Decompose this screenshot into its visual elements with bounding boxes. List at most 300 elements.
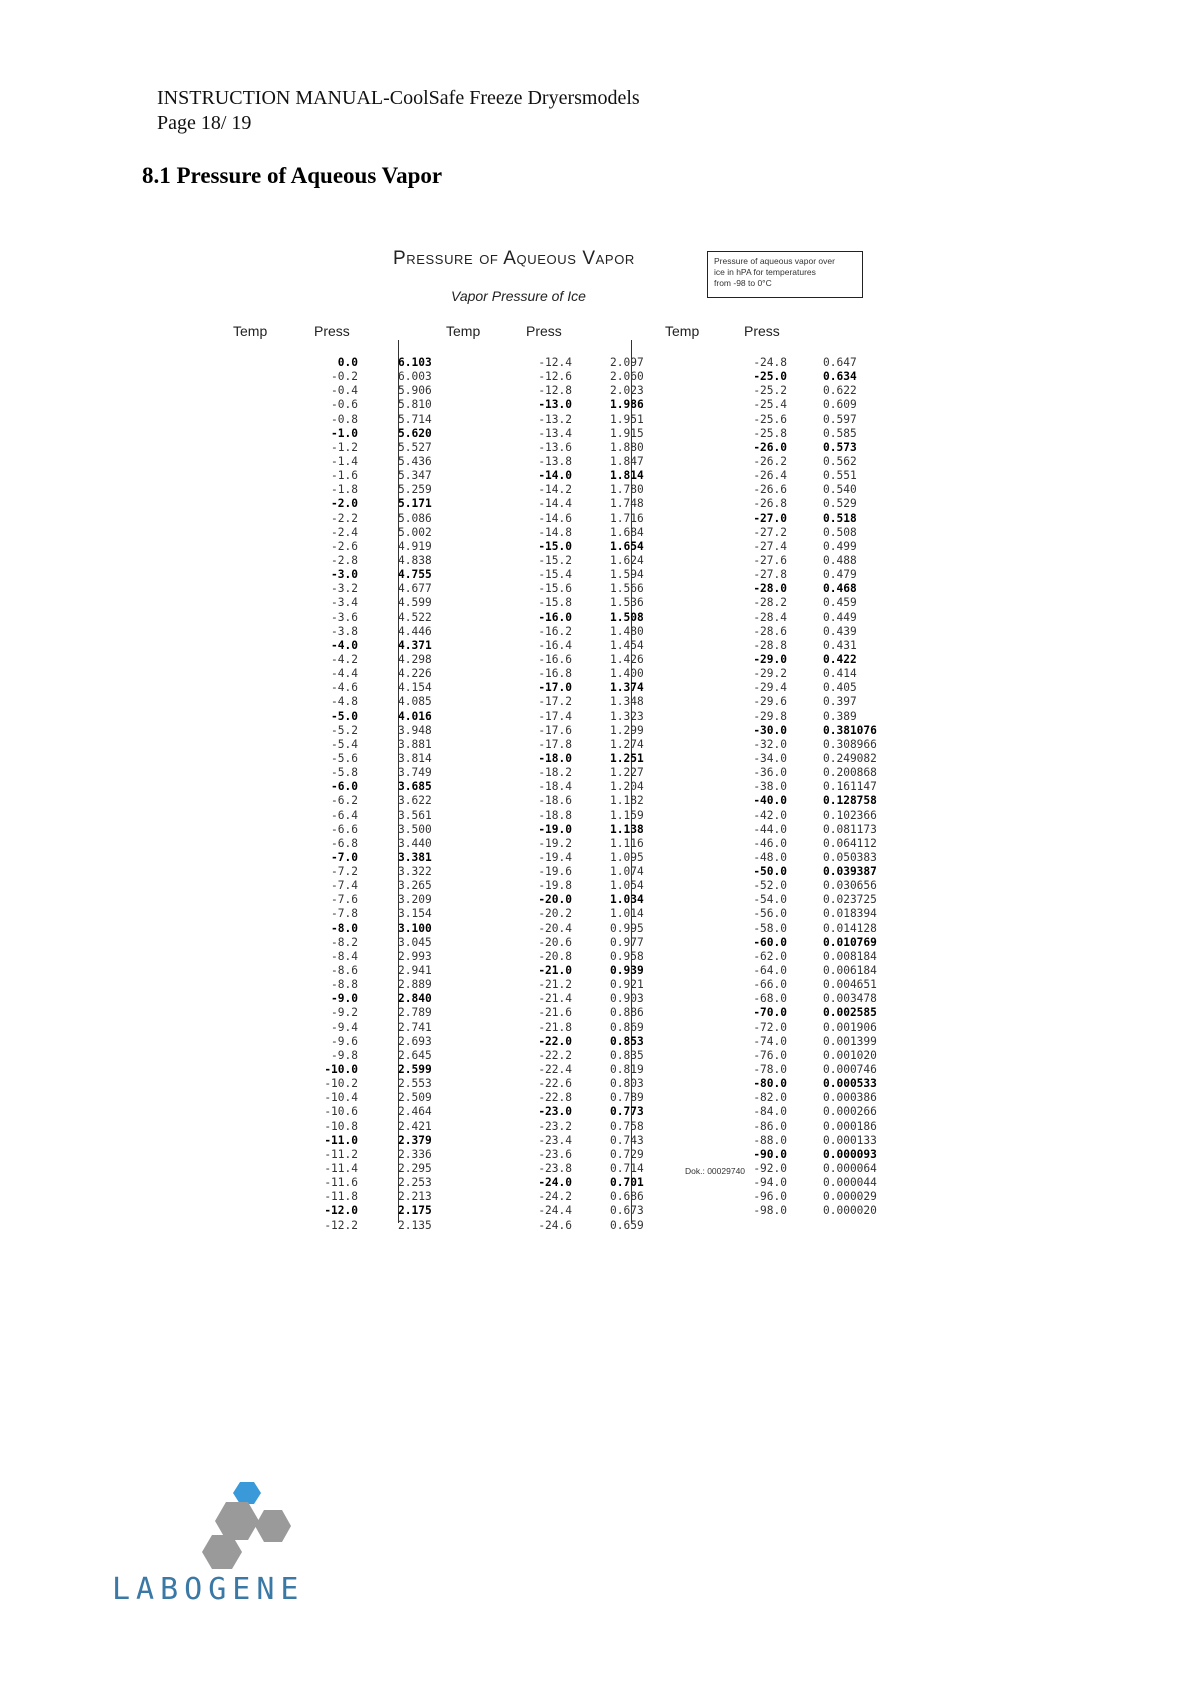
logo-wordmark: LABOGENE [112,1572,305,1607]
temperature-cell: -42.0 [753,808,787,822]
pressure-cell: 4.838 [398,553,432,567]
temperature-cell: -20.8 [538,949,572,963]
temperature-cell: -8.0 [331,921,358,935]
temperature-cell: -28.8 [753,638,787,652]
pressure-cell: 0.014128 [823,921,877,935]
temperature-cell: -25.8 [753,426,787,440]
pressure-cell: 1.594 [610,568,644,582]
temperature-cell: -20.4 [538,921,572,935]
temperature-cell: -1.8 [331,483,358,497]
pressure-cell: 5.620 [398,426,432,440]
temperature-cell: -12.0 [324,1204,358,1218]
logo-hexagon [255,1510,291,1542]
logo-hexagon [202,1535,242,1569]
temperature-cell: -13.4 [538,426,572,440]
table-note-box [707,251,863,298]
pressure-cell: 0.743 [610,1133,644,1147]
pressure-cell: 2.295 [398,1162,432,1176]
temperature-cell: -16.4 [538,638,572,652]
temperature-cell: -34.0 [753,751,787,765]
temperature-cell: -54.0 [753,893,787,907]
temperature-cell: -23.4 [538,1133,572,1147]
temperature-cell: -18.8 [538,808,572,822]
pressure-cell: 0.562 [823,454,857,468]
temperature-cell: -18.4 [538,780,572,794]
temperature-cell: -0.4 [331,384,358,398]
temperature-cell: -24.8 [753,356,787,369]
temperature-cell: -21.4 [538,992,572,1006]
temperature-cell: -1.6 [331,469,358,483]
pressure-cell: 0.000044 [823,1176,877,1190]
pressure-cell: 4.226 [398,667,432,681]
temperature-cell: -10.4 [324,1091,358,1105]
pressure-cell: 2.741 [398,1020,432,1034]
pressure-cell: 0.000020 [823,1204,877,1218]
temperature-cell: -4.2 [331,652,358,666]
temperature-cell: -14.6 [538,511,572,525]
pressure-cell: 3.209 [398,893,432,907]
pressure-cell: 0.773 [610,1105,644,1119]
pressure-cell: 3.881 [398,737,432,751]
temperature-cell: -6.6 [331,822,358,836]
temperature-cell: -74.0 [753,1034,787,1048]
pressure-cell: 5.714 [398,412,432,426]
column-header-temp: Temp [665,323,700,339]
pressure-cell: 4.446 [398,624,432,638]
table-subtitle: Vapor Pressure of Ice [451,288,586,304]
pressure-cell: 1.374 [610,681,644,695]
temperature-cell: -30.0 [753,723,787,737]
temperature-cell: -11.8 [324,1190,358,1204]
pressure-cell: 4.755 [398,568,432,582]
temperature-cell: -13.0 [538,398,572,412]
pressure-cell: 0.622 [823,384,857,398]
pressure-cell: 1.454 [610,638,644,652]
temperature-cell: -32.0 [753,737,787,751]
pressure-cell: 3.381 [398,850,432,864]
pressure-cell: 2.253 [398,1176,432,1190]
temperature-cell: -2.4 [331,525,358,539]
temperature-cell: -10.2 [324,1077,358,1091]
pressure-cell: 0.853 [610,1034,644,1048]
pressure-cell: 0.000133 [823,1133,877,1147]
pressure-cell: 0.004651 [823,978,877,992]
pressure-cell: 1.951 [610,412,644,426]
pressure-cell: 0.081173 [823,822,877,836]
temperature-cell: -26.4 [753,469,787,483]
temperature-cell: -17.8 [538,737,572,751]
temperature-cell: -40.0 [753,794,787,808]
pressure-cell: 2.421 [398,1119,432,1133]
pressure-cell: 0.729 [610,1147,644,1161]
pressure-cell: 0.659 [610,1218,644,1232]
temperature-cell: -10.0 [324,1063,358,1077]
temperature-cell: -19.2 [538,836,572,850]
temperature-cell: -13.6 [538,440,572,454]
pressure-cell: 0.529 [823,497,857,511]
temperature-cell: -68.0 [753,992,787,1006]
pressure-cell: 2.023 [610,384,644,398]
temperature-cell: -5.8 [331,766,358,780]
temperature-cell: -8.6 [331,964,358,978]
pressure-cell: 1.054 [610,879,644,893]
table-note-line: from -98 to 0°C [714,278,772,288]
pressure-cell: 1.251 [610,751,644,765]
temperature-cell: -86.0 [753,1119,787,1133]
temperature-cell: -94.0 [753,1176,787,1190]
temperature-cell: -82.0 [753,1091,787,1105]
temperature-cell: -6.8 [331,836,358,850]
temperature-cell: -10.6 [324,1105,358,1119]
pressure-cell: 1.986 [610,398,644,412]
pressure-cell: 0.977 [610,935,644,949]
temperature-cell: -7.0 [331,850,358,864]
temperature-cell: -8.8 [331,978,358,992]
pressure-cell: 0.000064 [823,1162,877,1176]
temperature-cell: -25.4 [753,398,787,412]
pressure-cell: 0.609 [823,398,857,412]
pressure-cell: 1.227 [610,766,644,780]
pressure-cell: 0.573 [823,440,857,454]
temperature-cell: -15.8 [538,596,572,610]
temperature-cell: -76.0 [753,1048,787,1062]
temperature-cell: -26.8 [753,497,787,511]
temperature-cell: -22.2 [538,1048,572,1062]
temperature-cell: -2.8 [331,553,358,567]
pressure-cell: 2.840 [398,992,432,1006]
pressure-cell: 4.298 [398,652,432,666]
temperature-cell: -5.4 [331,737,358,751]
temperature-cell: -28.6 [753,624,787,638]
temperature-cell: -17.0 [538,681,572,695]
pressure-cell: 0.958 [610,949,644,963]
pressure-cell: 0.995 [610,921,644,935]
temperature-cell: -1.2 [331,440,358,454]
pressure-cell: 1.716 [610,511,644,525]
temperature-cell: -22.4 [538,1063,572,1077]
pressure-cell: 0.886 [610,1006,644,1020]
pressure-cell: 2.464 [398,1105,432,1119]
pressure-cell: 0.000029 [823,1190,877,1204]
temperature-cell: -2.0 [331,497,358,511]
pressure-cell: 1.426 [610,652,644,666]
temperature-cell: -20.6 [538,935,572,949]
pressure-cell: 2.135 [398,1218,432,1232]
pressure-cell: 0.819 [610,1063,644,1077]
logo-hexagon [215,1502,259,1540]
pressure-cell: 0.903 [610,992,644,1006]
temperature-cell: -20.2 [538,907,572,921]
pressure-cell: 5.527 [398,440,432,454]
pressure-cell: 0.006184 [823,964,877,978]
pressure-cell: 2.060 [610,370,644,384]
pressure-cell: 0.381076 [823,723,877,737]
temperature-cell: -19.0 [538,822,572,836]
column-header-temp: Temp [446,323,481,339]
pressure-cell: 0.468 [823,582,857,596]
pressure-cell: 0.001906 [823,1020,877,1034]
pressure-cell: 3.622 [398,794,432,808]
column-header-press: Press [526,323,562,339]
temperature-cell: -62.0 [753,949,787,963]
temperature-cell: -80.0 [753,1077,787,1091]
temperature-cell: -70.0 [753,1006,787,1020]
temperature-cell: -25.2 [753,384,787,398]
pressure-cell: 0.647 [823,356,857,369]
temperature-cell: -8.2 [331,935,358,949]
temperature-cell: -27.6 [753,553,787,567]
temperature-cell: -48.0 [753,850,787,864]
temperature-cell: -2.2 [331,511,358,525]
temperature-cell: -60.0 [753,935,787,949]
pressure-cell: 1.400 [610,667,644,681]
temperature-cell: -3.0 [331,568,358,582]
temperature-cell: -15.4 [538,568,572,582]
temperature-cell: -50.0 [753,865,787,879]
temperature-cell: -11.0 [324,1133,358,1147]
temperature-cell: -2.6 [331,539,358,553]
pressure-cell: 1.480 [610,624,644,638]
pressure-cell: 0.422 [823,652,857,666]
pressure-cell: 0.488 [823,553,857,567]
temperature-cell: -28.0 [753,582,787,596]
temperature-cell: -28.2 [753,596,787,610]
temperature-cell: -15.6 [538,582,572,596]
pressure-cell: 0.939 [610,964,644,978]
temperature-cell: -6.2 [331,794,358,808]
pressure-cell: 1.880 [610,440,644,454]
pressure-cell: 1.748 [610,497,644,511]
pressure-cell: 1.138 [610,822,644,836]
pressure-cell: 2.693 [398,1034,432,1048]
temperature-cell: -7.8 [331,907,358,921]
pressure-cell: 0.397 [823,695,857,709]
section-title: 8.1 Pressure of Aqueous Vapor [142,163,443,188]
pressure-cell: 0.439 [823,624,857,638]
pressure-cell: 0.010769 [823,935,877,949]
temperature-cell: -4.0 [331,638,358,652]
pressure-cell: 3.749 [398,766,432,780]
pressure-cell: 1.034 [610,893,644,907]
pressure-cell: 0.000746 [823,1063,877,1077]
temperature-cell: -5.6 [331,751,358,765]
pressure-cell: 2.336 [398,1147,432,1161]
temperature-cell: -29.8 [753,709,787,723]
pressure-cell: 4.154 [398,681,432,695]
temperature-cell: -26.2 [753,454,787,468]
pressure-cell: 0.000386 [823,1091,877,1105]
document-header-title: INSTRUCTION MANUAL-CoolSafe Freeze Dryersmodels [157,87,640,109]
pressure-cell: 0.449 [823,610,857,624]
temperature-cell: -24.0 [538,1176,572,1190]
temperature-cell: -3.2 [331,582,358,596]
pressure-cell: 5.002 [398,525,432,539]
temperature-cell: -66.0 [753,978,787,992]
pressure-cell: 0.673 [610,1204,644,1218]
pressure-cell: 2.645 [398,1048,432,1062]
pressure-cell: 0.200868 [823,766,877,780]
pressure-cell: 6.103 [398,356,432,369]
pressure-cell: 0.000266 [823,1105,877,1119]
pressure-cell: 0.003478 [823,992,877,1006]
pressure-cell: 2.175 [398,1204,432,1218]
pressure-cell: 1.348 [610,695,644,709]
pressure-cell: 0.508 [823,525,857,539]
temperature-cell: -72.0 [753,1020,787,1034]
temperature-cell: -15.2 [538,553,572,567]
pressure-cell: 1.323 [610,709,644,723]
pressure-cell: 3.685 [398,780,432,794]
pressure-cell: 1.780 [610,483,644,497]
temperature-cell: -7.6 [331,893,358,907]
temperature-cell: -0.2 [331,370,358,384]
pressure-cell: 0.405 [823,681,857,695]
pressure-cell: 0.803 [610,1077,644,1091]
temperature-cell: -27.2 [753,525,787,539]
pressure-cell: 0.000093 [823,1147,877,1161]
pressure-cell: 0.431 [823,638,857,652]
pressure-cell: 4.016 [398,709,432,723]
pressure-cell: 2.599 [398,1063,432,1077]
temperature-cell: -96.0 [753,1190,787,1204]
pressure-cell: 0.102366 [823,808,877,822]
pressure-cell: 1.095 [610,850,644,864]
pressure-cell: 0.789 [610,1091,644,1105]
temperature-cell: -9.4 [331,1020,358,1034]
temperature-cell: -27.4 [753,539,787,553]
pressure-cell: 0.597 [823,412,857,426]
temperature-cell: -8.4 [331,949,358,963]
pressure-cell: 3.561 [398,808,432,822]
pressure-cell: 0.701 [610,1176,644,1190]
pressure-cell: 1.014 [610,907,644,921]
temperature-cell: -7.4 [331,879,358,893]
temperature-cell: -29.6 [753,695,787,709]
pressure-cell: 0.050383 [823,850,877,864]
pressure-cell: 3.045 [398,935,432,949]
temperature-cell: -27.0 [753,511,787,525]
temperature-cell: -5.2 [331,723,358,737]
pressure-cell: 2.097 [610,356,644,369]
pressure-cell: 2.941 [398,964,432,978]
temperature-cell: -58.0 [753,921,787,935]
temperature-cell: -22.8 [538,1091,572,1105]
temperature-cell: -4.6 [331,681,358,695]
document-number: Dok.: 00029740 [685,1166,746,1176]
pressure-cell: 5.810 [398,398,432,412]
temperature-cell: -52.0 [753,879,787,893]
temperature-cell: -25.6 [753,412,787,426]
temperature-cell: -78.0 [753,1063,787,1077]
pressure-cell: 5.086 [398,511,432,525]
page-number: Page 18/ 19 [157,112,252,134]
pressure-cell: 5.259 [398,483,432,497]
pressure-cell: 2.789 [398,1006,432,1020]
pressure-cell: 0.686 [610,1190,644,1204]
labogene-logo [112,1480,412,1610]
temperature-cell: -15.0 [538,539,572,553]
pressure-cell: 0.414 [823,667,857,681]
temperature-cell: -12.8 [538,384,572,398]
temperature-cell: -88.0 [753,1133,787,1147]
pressure-cell: 0.540 [823,483,857,497]
temperature-cell: -4.8 [331,695,358,709]
temperature-cell: -25.0 [753,370,787,384]
pressure-cell: 0.018394 [823,907,877,921]
pressure-cell: 4.919 [398,539,432,553]
pressure-cell: 1.536 [610,596,644,610]
pressure-cell: 2.509 [398,1091,432,1105]
pressure-cell: 1.299 [610,723,644,737]
temperature-cell: -23.8 [538,1162,572,1176]
temperature-cell: -7.2 [331,865,358,879]
temperature-cell: 0.0 [337,356,358,369]
temperature-cell: -9.6 [331,1034,358,1048]
pressure-cell: 1.847 [610,454,644,468]
temperature-cell: -16.0 [538,610,572,624]
pressure-cell: 0.389 [823,709,857,723]
temperature-cell: -12.4 [538,356,572,369]
pressure-cell: 0.585 [823,426,857,440]
pressure-cell: 0.459 [823,596,857,610]
temperature-cell: -84.0 [753,1105,787,1119]
temperature-cell: -0.6 [331,398,358,412]
temperature-cell: -14.2 [538,483,572,497]
pressure-cell: 1.814 [610,469,644,483]
pressure-cell: 0.000533 [823,1077,877,1091]
pressure-cell: 4.085 [398,695,432,709]
pressure-cell: 0.308966 [823,737,877,751]
pressure-cell: 1.915 [610,426,644,440]
pressure-cell: 0.128758 [823,794,877,808]
pressure-cell: 3.154 [398,907,432,921]
temperature-cell: -17.2 [538,695,572,709]
temperature-cell: -20.0 [538,893,572,907]
temperature-cell: -10.8 [324,1119,358,1133]
temperature-cell: -26.6 [753,483,787,497]
temperature-cell: -18.6 [538,794,572,808]
temperature-cell: -46.0 [753,836,787,850]
temperature-cell: -98.0 [753,1204,787,1218]
pressure-cell: 2.993 [398,949,432,963]
table-note-line: Pressure of aqueous vapor over [714,256,835,266]
pressure-cell: 3.322 [398,865,432,879]
pressure-cell: 1.182 [610,794,644,808]
temperature-cell: -3.8 [331,624,358,638]
temperature-cell: -38.0 [753,780,787,794]
pressure-cell: 0.161147 [823,780,877,794]
temperature-cell: -6.0 [331,780,358,794]
temperature-cell: -3.4 [331,596,358,610]
temperature-cell: -9.0 [331,992,358,1006]
temperature-cell: -19.6 [538,865,572,879]
pressure-cell: 3.948 [398,723,432,737]
pressure-cell: 1.566 [610,582,644,596]
pressure-cell: 1.654 [610,539,644,553]
temperature-cell: -17.4 [538,709,572,723]
pressure-cell: 5.906 [398,384,432,398]
temperature-cell: -6.4 [331,808,358,822]
temperature-cell: -18.0 [538,751,572,765]
pressure-cell: 0.000186 [823,1119,877,1133]
temperature-cell: -13.8 [538,454,572,468]
table-note-line: ice in hPA for temperatures [714,267,816,277]
temperature-cell: -24.2 [538,1190,572,1204]
pressure-cell: 1.204 [610,780,644,794]
temperature-cell: -16.6 [538,652,572,666]
pressure-cell: 1.116 [610,836,644,850]
pressure-cell: 0.064112 [823,836,877,850]
